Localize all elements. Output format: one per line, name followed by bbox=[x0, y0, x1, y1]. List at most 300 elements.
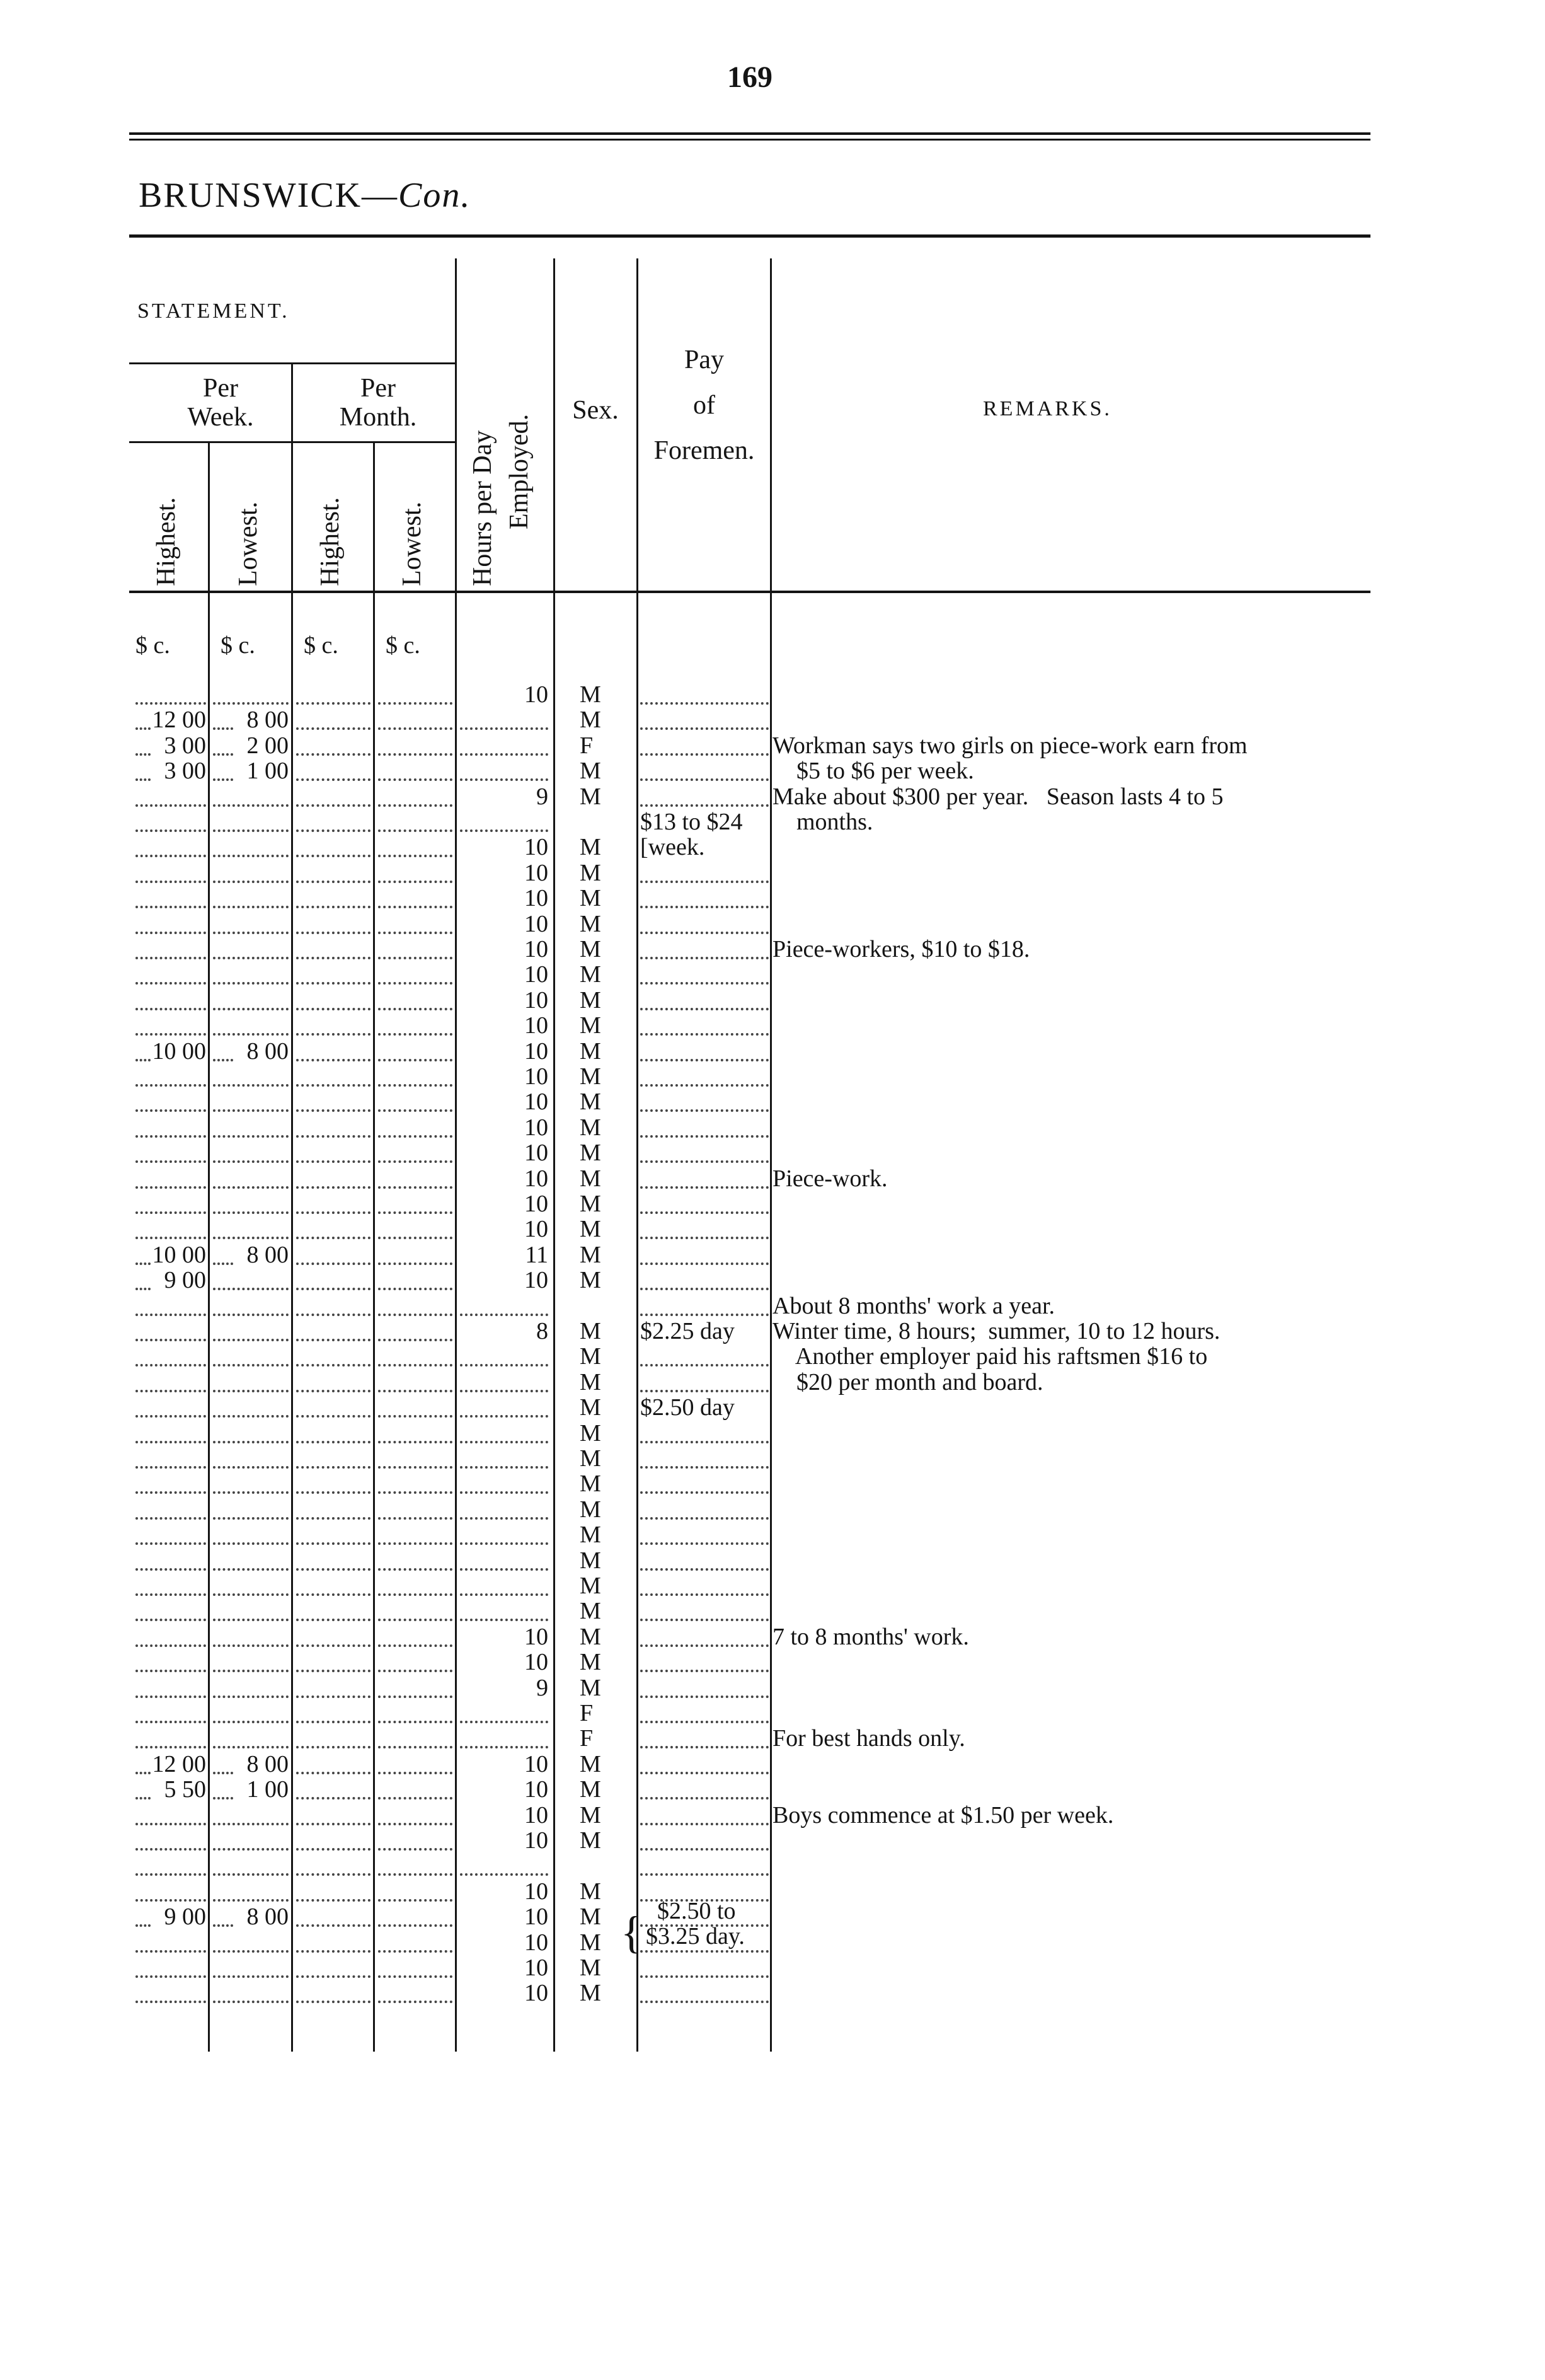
hours-per-day-cell: 10 bbox=[524, 1904, 548, 1930]
hours-per-day-cell: 10 bbox=[524, 1751, 548, 1777]
week-lowest-cell: 8 00 bbox=[246, 707, 289, 733]
hours-per-day-cell: 10 bbox=[524, 987, 548, 1013]
month-highest-leader bbox=[296, 855, 370, 857]
sex-cell: M bbox=[580, 1089, 601, 1115]
table-row bbox=[0, 682, 1545, 707]
sex-cell: M bbox=[580, 835, 601, 860]
week-highest-leader bbox=[135, 957, 206, 959]
foreman-pay-cell: $2.25 day bbox=[640, 1319, 769, 1344]
month-lowest-leader bbox=[378, 1924, 452, 1927]
hours-per-day-cell: 10 bbox=[524, 1216, 548, 1242]
table-row bbox=[0, 1089, 1545, 1114]
week-lowest-leader bbox=[213, 855, 289, 857]
foreman-pay-leader bbox=[640, 881, 769, 883]
hours-per-day-leader bbox=[460, 1873, 548, 1876]
week-highest-leader bbox=[135, 1848, 206, 1851]
month-lowest-leader bbox=[378, 1033, 452, 1036]
sex-cell: M bbox=[580, 1446, 601, 1471]
week-lowest-leader bbox=[213, 1873, 289, 1876]
sex-cell: M bbox=[580, 1980, 601, 2006]
month-lowest-leader bbox=[378, 1109, 452, 1112]
foreman-pay-leader bbox=[640, 1568, 769, 1571]
table-row bbox=[0, 1115, 1545, 1140]
pay-brace: { bbox=[621, 1907, 643, 1958]
month-lowest-leader bbox=[378, 1517, 452, 1520]
month-highest-leader bbox=[296, 778, 370, 781]
sex-cell: M bbox=[580, 1955, 601, 1980]
table-row bbox=[0, 962, 1545, 987]
foreman-pay-leader bbox=[640, 1695, 769, 1698]
month-lowest-leader bbox=[378, 1670, 452, 1672]
foreman-pay-leader bbox=[640, 1848, 769, 1851]
hours-per-day-cell: 10 bbox=[524, 1828, 548, 1853]
foreman-pay-leader bbox=[640, 1033, 769, 1036]
week-highest-cell: 3 00 bbox=[164, 732, 206, 758]
week-lowest-leader bbox=[213, 1950, 289, 1953]
hours-per-day-leader bbox=[460, 1364, 548, 1366]
month-highest-leader bbox=[296, 1568, 370, 1571]
foreman-pay-leader bbox=[640, 1644, 769, 1647]
table-row bbox=[0, 1522, 1545, 1547]
month-highest-leader bbox=[296, 1262, 370, 1265]
statement-header: STATEMENT. bbox=[137, 299, 290, 323]
month-lowest-leader bbox=[378, 982, 452, 985]
header-bottom-rule bbox=[129, 591, 1370, 593]
month-highest-leader bbox=[296, 1160, 370, 1163]
month-lowest-leader bbox=[378, 1008, 452, 1010]
table-row bbox=[0, 1649, 1545, 1675]
month-highest-leader bbox=[296, 1746, 370, 1748]
sex-cell: M bbox=[580, 1344, 601, 1370]
week-lowest-leader bbox=[213, 1109, 289, 1112]
week-highest-leader bbox=[135, 1186, 206, 1189]
month-lowest-leader bbox=[378, 804, 452, 807]
month-lowest-leader bbox=[378, 1364, 452, 1366]
month-highest-leader bbox=[296, 1390, 370, 1392]
brace-pay-line2: $3.25 day. bbox=[646, 1923, 745, 1950]
table-row bbox=[0, 835, 1545, 860]
hours-per-day-cell: 10 bbox=[524, 1955, 548, 1980]
month-highest-leader bbox=[296, 1466, 370, 1469]
foreman-pay-leader bbox=[640, 1517, 769, 1520]
week-highest-leader bbox=[135, 932, 206, 934]
week-lowest-leader bbox=[213, 1848, 289, 1851]
table-row bbox=[0, 1980, 1545, 2006]
month-highest-leader bbox=[296, 1237, 370, 1239]
week-highest-leader bbox=[135, 829, 206, 832]
month-lowest-leader bbox=[378, 1339, 452, 1341]
hours-per-day-cell: 10 bbox=[524, 860, 548, 886]
foreman-pay-leader bbox=[640, 1975, 769, 1978]
table-row bbox=[0, 1904, 1545, 1929]
brace-pay-line1: $2.50 to bbox=[657, 1898, 736, 1924]
remark-line: $20 per month and board. bbox=[772, 1368, 1043, 1395]
table-row bbox=[0, 1242, 1545, 1268]
per-week-line1: Per bbox=[203, 374, 238, 403]
sex-cell: M bbox=[580, 1013, 601, 1039]
month-lowest-leader bbox=[378, 1466, 452, 1469]
month-highest-leader bbox=[296, 957, 370, 959]
table-row bbox=[0, 707, 1545, 732]
foreman-pay-leader bbox=[640, 1670, 769, 1672]
foreman-pay-leader bbox=[640, 1059, 769, 1061]
foreman-pay-leader bbox=[640, 1160, 769, 1163]
week-lowest-leader bbox=[213, 1314, 289, 1316]
sex-cell: M bbox=[580, 860, 601, 886]
remark-line: Winter time, 8 hours; summer, 10 to 12 hours. bbox=[772, 1318, 1220, 1344]
sex-cell: M bbox=[580, 783, 601, 809]
table-row bbox=[0, 886, 1545, 911]
hours-per-day-cell: 10 bbox=[524, 1929, 548, 1955]
table-row bbox=[0, 1879, 1545, 1904]
hours-per-day-cell: 10 bbox=[524, 937, 548, 962]
sex-cell: M bbox=[580, 1369, 601, 1395]
hours-per-day-leader bbox=[460, 1746, 548, 1748]
foreman-pay-leader bbox=[640, 1237, 769, 1239]
month-lowest-leader bbox=[378, 1211, 452, 1214]
lowest-month-header: Lowest. bbox=[398, 501, 427, 586]
hours-per-day-cell: 10 bbox=[524, 886, 548, 911]
hours-per-day-leader bbox=[460, 1491, 548, 1494]
week-lowest-cell: 8 00 bbox=[246, 1242, 289, 1268]
foreman-pay-leader bbox=[640, 1542, 769, 1545]
month-lowest-leader bbox=[378, 1542, 452, 1545]
month-highest-leader bbox=[296, 1084, 370, 1087]
pay-line2: of bbox=[693, 391, 715, 420]
week-lowest-cell: 1 00 bbox=[246, 1777, 289, 1803]
month-lowest-leader bbox=[378, 778, 452, 781]
hours-per-day-cell: 9 bbox=[536, 783, 548, 809]
foreman-pay-leader bbox=[640, 804, 769, 807]
month-lowest-leader bbox=[378, 727, 452, 730]
month-lowest-leader bbox=[378, 1441, 452, 1443]
remark-line: $5 to $6 per week. bbox=[772, 758, 974, 785]
remark-line: 7 to 8 months' work. bbox=[772, 1623, 969, 1650]
sex-cell: M bbox=[580, 1751, 601, 1777]
month-lowest-leader bbox=[378, 1288, 452, 1290]
foreman-pay-leader bbox=[640, 982, 769, 985]
hours-per-day-cell: 10 bbox=[524, 1038, 548, 1064]
month-highest-leader bbox=[296, 1441, 370, 1443]
week-lowest-leader bbox=[213, 1695, 289, 1698]
week-lowest-leader bbox=[213, 1542, 289, 1545]
hours-per-day-cell: 10 bbox=[524, 1980, 548, 2006]
sex-cell: M bbox=[580, 1140, 601, 1166]
month-highest-leader bbox=[296, 1721, 370, 1723]
week-lowest-cell: 8 00 bbox=[246, 1904, 289, 1930]
table-row bbox=[0, 1395, 1545, 1420]
week-highest-leader bbox=[135, 1823, 206, 1825]
hours-per-day-cell: 10 bbox=[524, 1089, 548, 1115]
foreman-pay-leader bbox=[640, 1084, 769, 1087]
hours-per-day-cell: 10 bbox=[524, 1649, 548, 1675]
month-lowest-leader bbox=[378, 753, 452, 756]
foreman-pay-leader bbox=[640, 1721, 769, 1723]
week-lowest-cell: 8 00 bbox=[246, 1751, 289, 1777]
month-highest-leader bbox=[296, 702, 370, 705]
month-highest-leader bbox=[296, 982, 370, 985]
lowest-week-header: Lowest. bbox=[234, 501, 263, 586]
hours-per-day-cell: 10 bbox=[524, 1114, 548, 1140]
sex-cell: M bbox=[580, 1471, 601, 1497]
page-number: 169 bbox=[727, 61, 772, 94]
month-highest-leader bbox=[296, 727, 370, 730]
foreman-pay-leader bbox=[640, 1314, 769, 1316]
month-highest-leader bbox=[296, 1186, 370, 1189]
foreman-pay-leader bbox=[640, 1746, 769, 1748]
hours-per-day-cell: 10 bbox=[524, 1064, 548, 1089]
week-highest-leader bbox=[135, 1339, 206, 1341]
week-highest-leader bbox=[135, 1491, 206, 1494]
table-row bbox=[0, 860, 1545, 886]
sex-cell: M bbox=[580, 1904, 601, 1930]
hours-per-day-cell: 10 bbox=[524, 1191, 548, 1216]
week-highest-leader bbox=[135, 1568, 206, 1571]
week-highest-leader bbox=[135, 1670, 206, 1672]
table-row bbox=[0, 1853, 1545, 1878]
sex-cell: M bbox=[580, 1777, 601, 1803]
week-highest-leader bbox=[135, 855, 206, 857]
month-lowest-leader bbox=[378, 1390, 452, 1392]
sex-cell: M bbox=[580, 707, 601, 733]
month-lowest-leader bbox=[378, 932, 452, 934]
month-highest-leader bbox=[296, 1950, 370, 1953]
month-lowest-leader bbox=[378, 1823, 452, 1825]
sex-cell: M bbox=[580, 1675, 601, 1701]
month-lowest-leader bbox=[378, 829, 452, 832]
week-highest-leader bbox=[135, 1517, 206, 1520]
week-lowest-leader bbox=[213, 1339, 289, 1341]
hours-per-day-cell: 10 bbox=[524, 682, 548, 707]
sex-cell: M bbox=[580, 1522, 601, 1548]
foreman-pay-leader bbox=[640, 1008, 769, 1010]
hours-per-day-leader bbox=[460, 753, 548, 756]
table-row bbox=[0, 1013, 1545, 1038]
remark-line: Make about $300 per year. Season lasts 4 to 5 bbox=[772, 783, 1224, 810]
remark-line: Boys commence at $1.50 per week. bbox=[772, 1801, 1114, 1828]
remark-line: months. bbox=[772, 809, 873, 835]
top-rule-2 bbox=[129, 139, 1370, 141]
hours-per-day-leader bbox=[460, 1619, 548, 1621]
week-lowest-leader bbox=[213, 1593, 289, 1596]
foreman-pay-leader bbox=[640, 702, 769, 705]
month-highest-leader bbox=[296, 881, 370, 883]
hours-per-day-cell: 10 bbox=[524, 1777, 548, 1803]
hours-per-day-cell: 9 bbox=[536, 1675, 548, 1701]
week-lowest-leader bbox=[213, 1670, 289, 1672]
sex-cell: F bbox=[580, 1726, 594, 1752]
foreman-pay-leader bbox=[640, 1491, 769, 1494]
table-row bbox=[0, 1421, 1545, 1446]
week-lowest-leader bbox=[213, 804, 289, 807]
foreman-pay-leader bbox=[640, 1135, 769, 1138]
week-highest-leader bbox=[135, 1237, 206, 1239]
month-lowest-leader bbox=[378, 1568, 452, 1571]
month-highest-leader bbox=[296, 1364, 370, 1366]
week-highest-leader bbox=[135, 702, 206, 705]
week-lowest-leader bbox=[213, 1491, 289, 1494]
title-main: BRUNSWICK— bbox=[139, 176, 399, 215]
per-month-line2: Month. bbox=[339, 403, 417, 432]
month-lowest-leader bbox=[378, 1873, 452, 1876]
hours-per-day-cell: 10 bbox=[524, 835, 548, 860]
month-lowest-leader bbox=[378, 1314, 452, 1316]
foreman-pay-leader bbox=[640, 1262, 769, 1265]
hours-per-day-cell: 11 bbox=[525, 1242, 548, 1268]
hours-per-day-leader bbox=[460, 1441, 548, 1443]
week-lowest-leader bbox=[213, 1033, 289, 1036]
week-lowest-leader bbox=[213, 957, 289, 959]
sex-cell: M bbox=[580, 1319, 601, 1344]
sex-cell: M bbox=[580, 1216, 601, 1242]
hours-per-day-leader bbox=[460, 1517, 548, 1520]
month-lowest-leader bbox=[378, 1415, 452, 1418]
sex-cell: M bbox=[580, 1828, 601, 1853]
month-highest-leader bbox=[296, 1772, 370, 1774]
week-highest-cell: 9 00 bbox=[164, 1904, 206, 1930]
unit-highest-week: $ c. bbox=[135, 632, 170, 659]
month-lowest-leader bbox=[378, 957, 452, 959]
month-highest-leader bbox=[296, 753, 370, 756]
month-lowest-leader bbox=[378, 1899, 452, 1902]
week-lowest-cell: 2 00 bbox=[246, 732, 289, 758]
week-highest-leader bbox=[135, 1033, 206, 1036]
week-lowest-leader bbox=[213, 1288, 289, 1290]
week-highest-leader bbox=[135, 1746, 206, 1748]
foreman-pay-leader bbox=[640, 1109, 769, 1112]
hours-per-day-cell: 10 bbox=[524, 1268, 548, 1293]
sex-cell: M bbox=[580, 758, 601, 784]
week-highest-leader bbox=[135, 1390, 206, 1392]
week-lowest-leader bbox=[213, 1975, 289, 1978]
foreman-pay-leader bbox=[640, 1390, 769, 1392]
sex-cell: M bbox=[580, 1268, 601, 1293]
remark-line: Workman says two girls on piece-work earn from bbox=[772, 732, 1248, 759]
month-highest-leader bbox=[296, 1619, 370, 1621]
month-highest-leader bbox=[296, 1848, 370, 1851]
week-highest-leader bbox=[135, 1873, 206, 1876]
week-highest-leader bbox=[135, 1211, 206, 1214]
week-highest-cell: 12 00 bbox=[152, 1751, 206, 1777]
week-highest-leader bbox=[135, 1619, 206, 1621]
month-lowest-leader bbox=[378, 1059, 452, 1061]
week-lowest-leader bbox=[213, 1441, 289, 1443]
week-lowest-leader bbox=[213, 1186, 289, 1189]
week-highest-cell: 3 00 bbox=[164, 758, 206, 784]
table-row bbox=[0, 1268, 1545, 1293]
week-highest-leader bbox=[135, 1441, 206, 1443]
page-title bbox=[139, 175, 471, 216]
hours-per-day-cell: 10 bbox=[524, 1802, 548, 1828]
sex-cell: F bbox=[580, 732, 594, 758]
hours-per-day-cell: 10 bbox=[524, 1165, 548, 1191]
foreman-pay-cell: $2.50 day bbox=[640, 1395, 769, 1420]
table-row bbox=[0, 1955, 1545, 1980]
week-lowest-leader bbox=[213, 1211, 289, 1214]
foreman-pay-leader bbox=[640, 1288, 769, 1290]
table-row bbox=[0, 1140, 1545, 1165]
sex-cell: M bbox=[580, 886, 601, 911]
sex-cell: M bbox=[580, 1420, 601, 1446]
sex-cell: M bbox=[580, 1598, 601, 1624]
table-row bbox=[0, 988, 1545, 1013]
sex-cell: M bbox=[580, 1929, 601, 1955]
hours-per-day-cell: 10 bbox=[524, 1013, 548, 1039]
week-lowest-leader bbox=[213, 2001, 289, 2003]
foreman-pay-leader bbox=[640, 753, 769, 756]
title-rule bbox=[129, 234, 1370, 238]
month-highest-leader bbox=[296, 1517, 370, 1520]
month-highest-leader bbox=[296, 1339, 370, 1341]
week-lowest-leader bbox=[213, 1517, 289, 1520]
month-lowest-leader bbox=[378, 1491, 452, 1494]
sex-cell: M bbox=[580, 1064, 601, 1089]
table-row bbox=[0, 1573, 1545, 1598]
foreman-pay-leader bbox=[640, 1211, 769, 1214]
foreman-pay-leader bbox=[640, 957, 769, 959]
month-lowest-leader bbox=[378, 1135, 452, 1138]
week-lowest-leader bbox=[213, 829, 289, 832]
week-highest-cell: 9 00 bbox=[164, 1268, 206, 1293]
week-highest-leader bbox=[135, 1542, 206, 1545]
brace-pay bbox=[646, 1898, 745, 1949]
week-lowest-cell: 8 00 bbox=[246, 1038, 289, 1064]
hours-per-day-leader bbox=[460, 1466, 548, 1469]
foreman-pay-leader bbox=[640, 1466, 769, 1469]
foreman-pay-leader bbox=[640, 727, 769, 730]
month-highest-leader bbox=[296, 1415, 370, 1418]
foreman-pay-leader bbox=[640, 1823, 769, 1825]
month-highest-leader bbox=[296, 1211, 370, 1214]
month-highest-leader bbox=[296, 1823, 370, 1825]
week-lowest-leader bbox=[213, 1644, 289, 1647]
week-lowest-leader bbox=[213, 1364, 289, 1366]
hours-per-day-cell: 10 bbox=[524, 911, 548, 937]
month-lowest-leader bbox=[378, 1772, 452, 1774]
month-lowest-leader bbox=[378, 702, 452, 705]
month-highest-leader bbox=[296, 1924, 370, 1927]
week-lowest-leader bbox=[213, 1899, 289, 1902]
week-highest-leader bbox=[135, 1314, 206, 1316]
week-lowest-leader bbox=[213, 932, 289, 934]
table-row bbox=[0, 1039, 1545, 1064]
week-lowest-cell: 1 00 bbox=[246, 758, 289, 784]
month-lowest-leader bbox=[378, 855, 452, 857]
week-highest-leader bbox=[135, 1364, 206, 1366]
hours-per-day-leader bbox=[460, 1390, 548, 1392]
hours-per-day-leader bbox=[460, 1721, 548, 1723]
hours-header: Hours per Day bbox=[468, 430, 497, 586]
foreman-pay-leader bbox=[640, 1950, 769, 1953]
month-highest-leader bbox=[296, 1288, 370, 1290]
week-highest-leader bbox=[135, 1975, 206, 1978]
foreman-pay-leader bbox=[640, 1593, 769, 1596]
month-highest-leader bbox=[296, 804, 370, 807]
week-highest-leader bbox=[135, 982, 206, 985]
month-highest-leader bbox=[296, 1542, 370, 1545]
month-highest-leader bbox=[296, 1059, 370, 1061]
week-highest-leader bbox=[135, 1415, 206, 1418]
sex-cell: F bbox=[580, 1701, 594, 1726]
month-lowest-leader bbox=[378, 1619, 452, 1621]
week-highest-leader bbox=[135, 1644, 206, 1647]
week-highest-cell: 5 50 bbox=[164, 1777, 206, 1803]
sex-cell: M bbox=[580, 1242, 601, 1268]
table-row bbox=[0, 1471, 1545, 1496]
week-lowest-leader bbox=[213, 1568, 289, 1571]
sex-cell: M bbox=[580, 1165, 601, 1191]
remark-line: Piece-work. bbox=[772, 1165, 888, 1192]
